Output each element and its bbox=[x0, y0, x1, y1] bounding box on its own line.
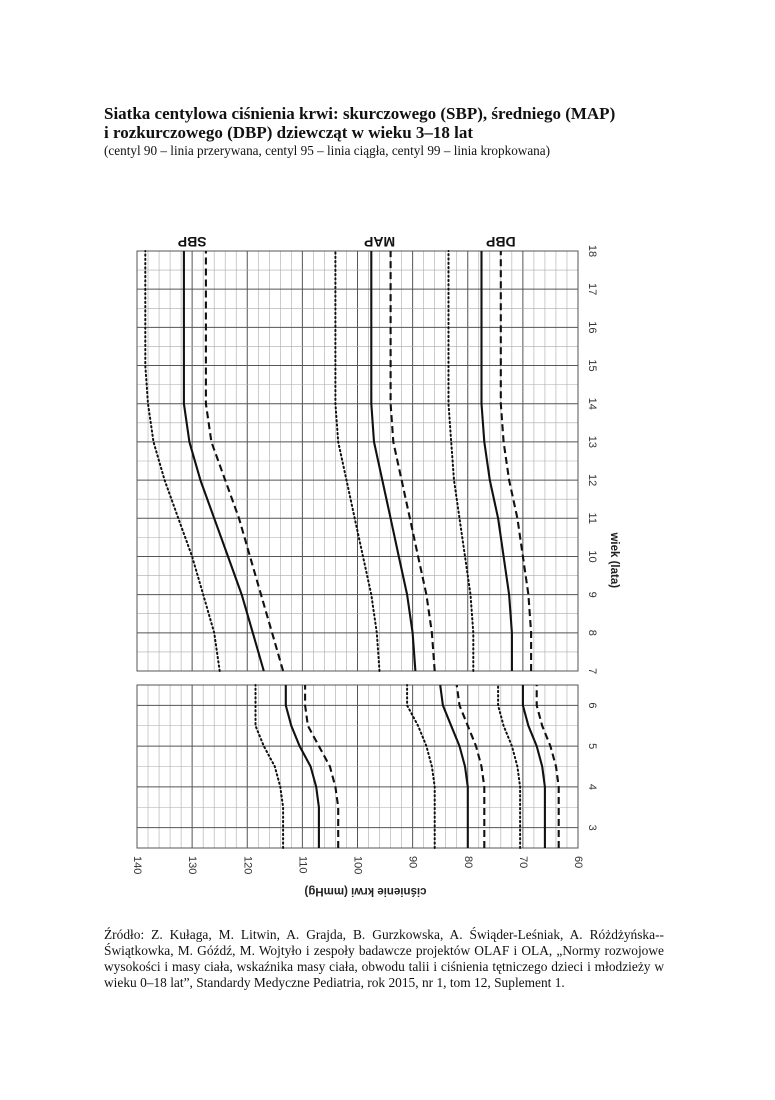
x-tick-label: 9 bbox=[586, 591, 599, 598]
grid bbox=[137, 251, 578, 848]
y-tick-label: 130 bbox=[186, 856, 199, 875]
x-tick-label: 10 bbox=[586, 550, 599, 563]
group-label-dbp: DBP bbox=[486, 234, 516, 250]
y-tick-label: 60 bbox=[572, 856, 585, 869]
x-tick-label: 5 bbox=[586, 743, 599, 750]
x-axis-label: wiek (lata) bbox=[608, 532, 620, 589]
percentile-lines bbox=[145, 234, 558, 848]
group-label-sbp: SBP bbox=[177, 234, 207, 250]
x-tick-label: 6 bbox=[586, 702, 599, 709]
y-tick-label: 100 bbox=[351, 856, 364, 875]
x-tick-label: 4 bbox=[586, 783, 599, 790]
x-tick-label: 17 bbox=[586, 283, 599, 296]
y-tick-label: 140 bbox=[131, 856, 144, 875]
y-tick-label: 80 bbox=[461, 856, 474, 869]
x-tick-label: 16 bbox=[586, 321, 599, 334]
y-tick-label: 70 bbox=[516, 856, 529, 869]
x-tick-label: 8 bbox=[586, 629, 599, 636]
x-tick-label: 12 bbox=[586, 473, 599, 487]
y-tick-label: 90 bbox=[406, 856, 419, 869]
x-tick-label: 15 bbox=[586, 359, 599, 372]
x-tick-label: 14 bbox=[586, 397, 599, 410]
x-tick-label: 3 bbox=[586, 824, 599, 831]
x-tick-label: 11 bbox=[586, 512, 599, 524]
group-label-map: MAP bbox=[363, 234, 396, 250]
y-tick-label: 120 bbox=[241, 856, 254, 875]
y-tick-label: 110 bbox=[296, 856, 309, 874]
source-citation: Źródło: Z. Kułaga, M. Litwin, A. Grajda, B. Gurzkowska, A. Świąder-Leśniak, A. Różdżyńska--Świątkowka, M. Góźdź, M. Wojtyło i zespoły badawcze projektów OLAF i OLA, „Normy rozwojowe wysokości i masy ciała, wskaźnika masy ciała, obwodu talii i ciśnienia tętniczego dzieci i młodzieży w wieku 0–18 lat”, Standardy Medyczne Pediatria, rok 2015, nr 1, tom 12, Suplement 1. bbox=[104, 927, 664, 990]
x-tick-label: 18 bbox=[586, 244, 599, 258]
title-line-1: Siatka centylowa ciśnienia krwi: skurczowego (SBP), średniego (MAP) bbox=[104, 104, 616, 123]
subtitle: (centyl 90 – linia przerywana, centyl 95 – linia ciągła, centyl 99 – linia kropkowana) bbox=[104, 143, 551, 158]
y-axis-label: ciśnienie krwi (mmHg) bbox=[304, 885, 427, 897]
title-line-2: i rozkurczowego (DBP) dziewcząt w wieku 3–18 lat bbox=[104, 123, 474, 142]
x-tick-label: 13 bbox=[586, 435, 599, 449]
x-tick-label: 7 bbox=[586, 667, 599, 675]
